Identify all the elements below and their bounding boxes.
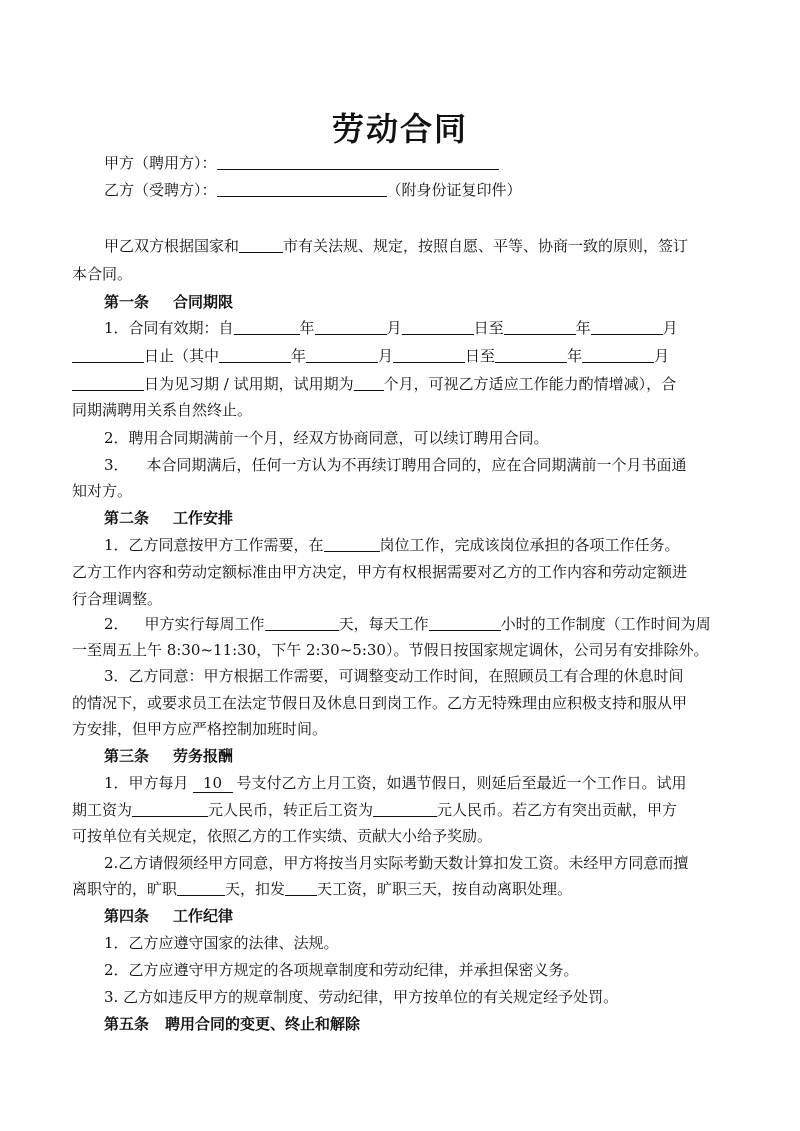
intro-text-a: 甲乙双方根据国家和 (104, 237, 240, 255)
a2-p2-text-b: 天，每天工作 (338, 615, 429, 633)
a1-p3-number: 3． (104, 456, 129, 474)
unit-day-to: 日至 (465, 347, 496, 365)
days-per-week-blank[interactable] (265, 615, 339, 631)
article-5-number: 第五条 (104, 1015, 150, 1033)
article-5-heading (104, 1014, 732, 1034)
a3-p2-l2-text-a: 离职守的，旷职 (72, 880, 178, 898)
article-1-number: 第一条 (104, 293, 150, 311)
article-2-title: 工作安排 (173, 509, 234, 527)
a1-p1-line-2 (72, 346, 732, 366)
a3-p2-l2-text-b: 天，扣发 (225, 880, 286, 898)
article-5-title: 聘用合同的变更、终止和解除 (165, 1015, 361, 1033)
a2-p2-text-a: 甲方实行每周工作 (144, 615, 265, 633)
a2-p2-number: 2． (104, 615, 129, 633)
probation-wage-blank[interactable] (132, 801, 208, 817)
a2-p3-line-3: 方安排，但甲方应严格控制加班时间。 (72, 720, 328, 738)
unit-day-to: 日至 (473, 319, 504, 337)
end-day-blank[interactable] (72, 347, 144, 363)
intro-line-2: 本合同。 (72, 265, 133, 283)
unit-year: 年 (291, 347, 307, 365)
document-title: 劳动合同 (331, 110, 468, 148)
party-a-blank[interactable] (217, 154, 499, 170)
end-year-blank[interactable] (504, 319, 576, 335)
a1-p1-l2-text: 日止（其中 (144, 347, 220, 365)
unit-month: 月 (386, 319, 402, 337)
article-2-number: 第二条 (104, 509, 150, 527)
city-blank[interactable] (239, 237, 283, 253)
a1-p1-prefix: 1．合同有效期：自 (104, 319, 234, 337)
party-b-label: 乙方（受聘方）： (104, 181, 217, 199)
article-3-title: 劳务报酬 (173, 747, 234, 765)
a1-p3-line-2: 知对方。 (72, 482, 133, 500)
article-4-heading (104, 906, 732, 926)
start-month-blank[interactable] (315, 319, 387, 335)
a3-p1-line-1 (104, 773, 732, 793)
start-day-blank[interactable] (402, 319, 474, 335)
a2-p2-line-1 (104, 614, 732, 634)
probation-end-month-blank[interactable] (582, 347, 654, 363)
a2-p1-line-3: 行合理调整。 (72, 590, 163, 608)
a3-p2-line-1: 2.乙方请假须经甲方同意，甲方将按当月实际考勤天数计算扣发工资。未经甲方同意而擅 (104, 854, 689, 872)
a2-p1-line-1 (104, 535, 732, 555)
a3-p2-l2-text-c: 天工资，旷职三天，按自动离职处理。 (317, 880, 573, 898)
position-blank[interactable] (324, 536, 380, 552)
unit-year: 年 (299, 319, 315, 337)
a3-p1-l2-text-b: 元人民币，转正后工资为 (208, 801, 374, 819)
a2-p3-line-2: 的情况下，或要求员工在法定节假日及休息日到岗工作。乙方无特殊理由应积极支持和服从甲 (72, 694, 688, 712)
a1-p1-line-4: 同期满聘用关系自然终止。 (72, 401, 253, 419)
party-b-line (104, 180, 764, 200)
article-3-heading (104, 746, 732, 766)
a1-p3-line-1 (104, 455, 732, 475)
deducted-days-blank[interactable] (285, 880, 317, 896)
a4-p2: 2．乙方应遵守甲方规定的各项规章制度和劳动纪律，并承担保密义务。 (104, 961, 579, 979)
a3-p1-line-2 (72, 800, 732, 820)
intro-line-1 (104, 236, 732, 256)
a3-p1-l2-text-c: 元人民币。若乙方有突出贡献，甲方 (437, 801, 678, 819)
probation-months-blank[interactable] (354, 375, 384, 391)
probation-start-day-blank[interactable] (393, 347, 465, 363)
article-1-title: 合同期限 (173, 293, 234, 311)
a2-p3-line-1: 3．乙方同意：甲方根据工作需要，可调整变动工作时间，在照顾员工有合理的休息时间 (104, 667, 684, 685)
regular-wage-blank[interactable] (373, 801, 437, 817)
article-1-heading (104, 292, 732, 312)
unit-month: 月 (378, 347, 394, 365)
article-2-heading (104, 508, 732, 528)
end-month-blank[interactable] (591, 319, 663, 335)
probation-end-year-blank[interactable] (495, 347, 567, 363)
unit-year: 年 (575, 319, 591, 337)
probation-end-day-blank[interactable] (72, 375, 144, 391)
a3-p1-text-b: 号支付乙方上月工资，如遇节假日，则延后至最近一个工作日。试用 (236, 774, 687, 792)
unit-year: 年 (567, 347, 583, 365)
party-b-note: （附身份证复印件） (386, 181, 522, 199)
a2-p1-line-2: 乙方工作内容和劳动定额标准由甲方决定，甲方有权根据需要对乙方的工作内容和劳动定额进 (72, 563, 688, 581)
absent-days-blank[interactable] (177, 880, 225, 896)
a1-p2: 2．聘用合同期满前一个月，经双方协商同意，可以续订聘用合同。 (104, 429, 549, 447)
probation-start-month-blank[interactable] (306, 347, 378, 363)
article-4-title: 工作纪律 (173, 907, 234, 925)
hours-per-day-blank[interactable] (429, 615, 501, 631)
a2-p1-text-a: 1．乙方同意按甲方工作需要，在 (104, 536, 324, 554)
party-b-blank[interactable] (217, 181, 387, 197)
a3-p2-line-2 (72, 879, 732, 899)
a1-p1-line-3 (72, 374, 732, 394)
a1-p1-l3-text-b: 个月，可视乙方适应工作能力酌情增减），合 (383, 375, 677, 393)
a3-p1-line-3: 可按单位有关规定，依照乙方的工作实绩、贡献大小给予奖励。 (72, 827, 493, 845)
probation-start-year-blank[interactable] (219, 347, 291, 363)
a3-p1-l2-text-a: 期工资为 (72, 801, 133, 819)
start-year-blank[interactable] (234, 319, 300, 335)
unit-month: 月 (662, 319, 678, 337)
a2-p1-text-b: 岗位工作，完成该岗位承担的各项工作任务。 (379, 536, 680, 554)
party-a-line (104, 153, 764, 173)
a1-p3-text: 本合同期满后，任何一方认为不再续订聘用合同的，应在合同期满前一个月书面通 (146, 456, 687, 474)
a3-p1-text-a: 1．甲方每月 (104, 774, 189, 792)
pay-day-value[interactable]: 10 (193, 774, 233, 793)
intro-text-b: 市有关法规、规定，按照自愿、平等、协商一致的原则，签订 (283, 237, 689, 255)
article-4-number: 第四条 (104, 907, 150, 925)
a1-p1-l3-text-a: 日为见习期 / 试用期，试用期为 (144, 375, 354, 393)
a2-p2-text-c: 小时的工作制度（工作时间为周 (500, 615, 711, 633)
a4-p3: 3. 乙方如违反甲方的规章制度、劳动纪律，甲方按单位的有关规定经予处罚。 (104, 988, 619, 1006)
party-a-label: 甲方（聘用方）： (104, 154, 217, 172)
unit-month: 月 (654, 347, 670, 365)
a4-p1: 1．乙方应遵守国家的法律、法规。 (104, 934, 339, 952)
a1-p1-line-1 (104, 318, 732, 338)
a2-p2-line-2: 一至周五上午 8:30~11:30，下午 2:30~5:30）。节假日按国家规定调休，公司另有安排除外。 (72, 641, 709, 659)
article-3-number: 第三条 (104, 747, 150, 765)
